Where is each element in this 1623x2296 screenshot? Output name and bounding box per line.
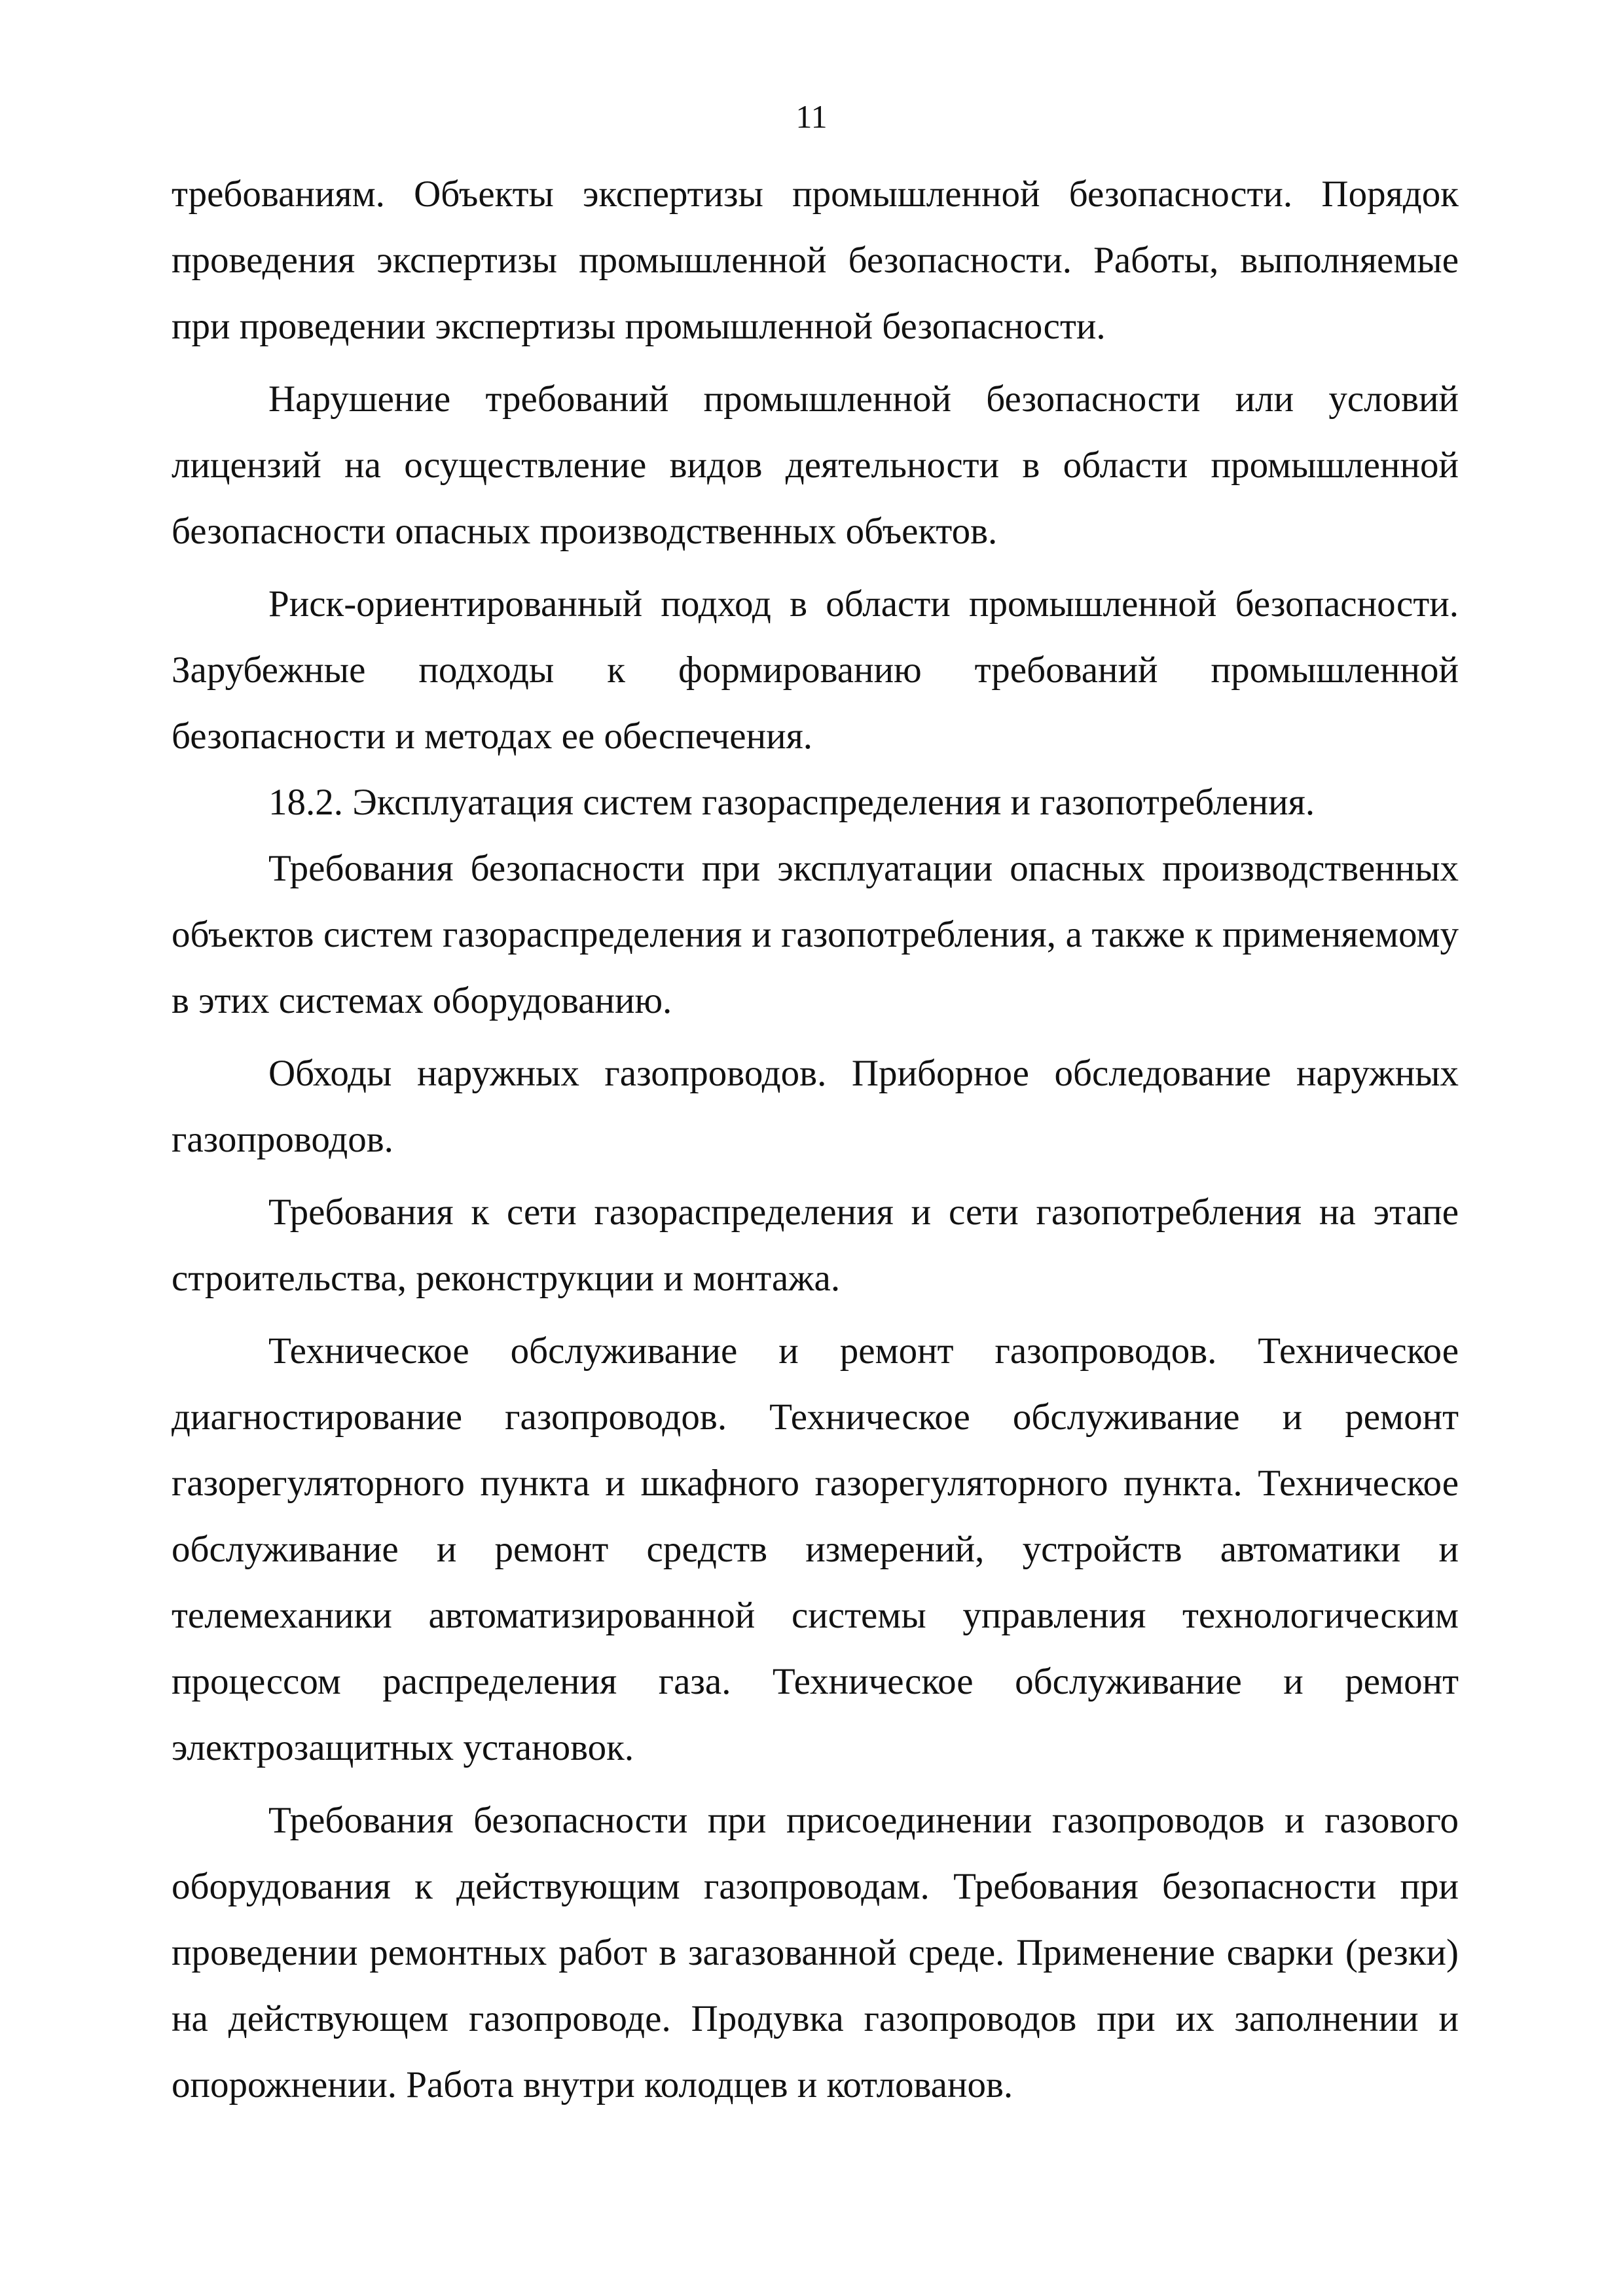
page-number: 11: [795, 98, 828, 135]
paragraph-safety-requirements: Требования безопасности при эксплуатации опасных производственных объектов систем газораспределения и газопотребления, а также к применяемому в этих системах оборудованию.: [172, 848, 1459, 1021]
paragraph-expertise-continuation: требованиям. Объекты экспертизы промышленной безопасности. Порядок проведения экспертизы промышленной безопасности. Работы, выполняемые при проведении экспертизы промышленной безопасности.: [172, 173, 1459, 347]
document-body: [172, 161, 1459, 2118]
paragraph-risk-approach: Риск-ориентированный подход в области промышленной безопасности. Зарубежные подходы к формированию требований промышленной безопасности и методах ее обеспечения.: [172, 583, 1459, 757]
section-heading-18-2: 18.2. Эксплуатация систем газораспределения и газопотребления.: [268, 782, 1315, 823]
paragraph-pipeline-inspection: Обходы наружных газопроводов. Приборное обследование наружных газопроводов.: [172, 1053, 1459, 1160]
paragraph-maintenance: Техническое обслуживание и ремонт газопроводов. Техническое диагностирование газопроводов. Техническое обслуживание и ремонт газорегуляторного пункта и шкафного газорегуляторного пункта. Техническое обслуживание и ремонт средств измерений, устройств автоматики и телемеханики автоматизированной системы управления технологическим процессом распределения газа. Техническое обслуживание и ремонт электрозащитных установок.: [172, 1330, 1459, 1768]
paragraph-connection-safety: Требования безопасности при присоединении газопроводов и газового оборудования к действующим газопроводам. Требования безопасности при проведении ремонтных работ в загазованной среде. Применение сварки (резки) на действующем газопроводе. Продувка газопроводов при их заполнении и опорожнении. Работа внутри колодцев и котлованов.: [172, 1800, 1459, 2105]
paragraph-violations: Нарушение требований промышленной безопасности или условий лицензий на осуществление видов деятельности в области промышленной безопасности опасных производственных объектов.: [172, 378, 1459, 552]
paragraph-network-requirements: Требования к сети газораспределения и сети газопотребления на этапе строительства, реконструкции и монтажа.: [172, 1192, 1459, 1299]
